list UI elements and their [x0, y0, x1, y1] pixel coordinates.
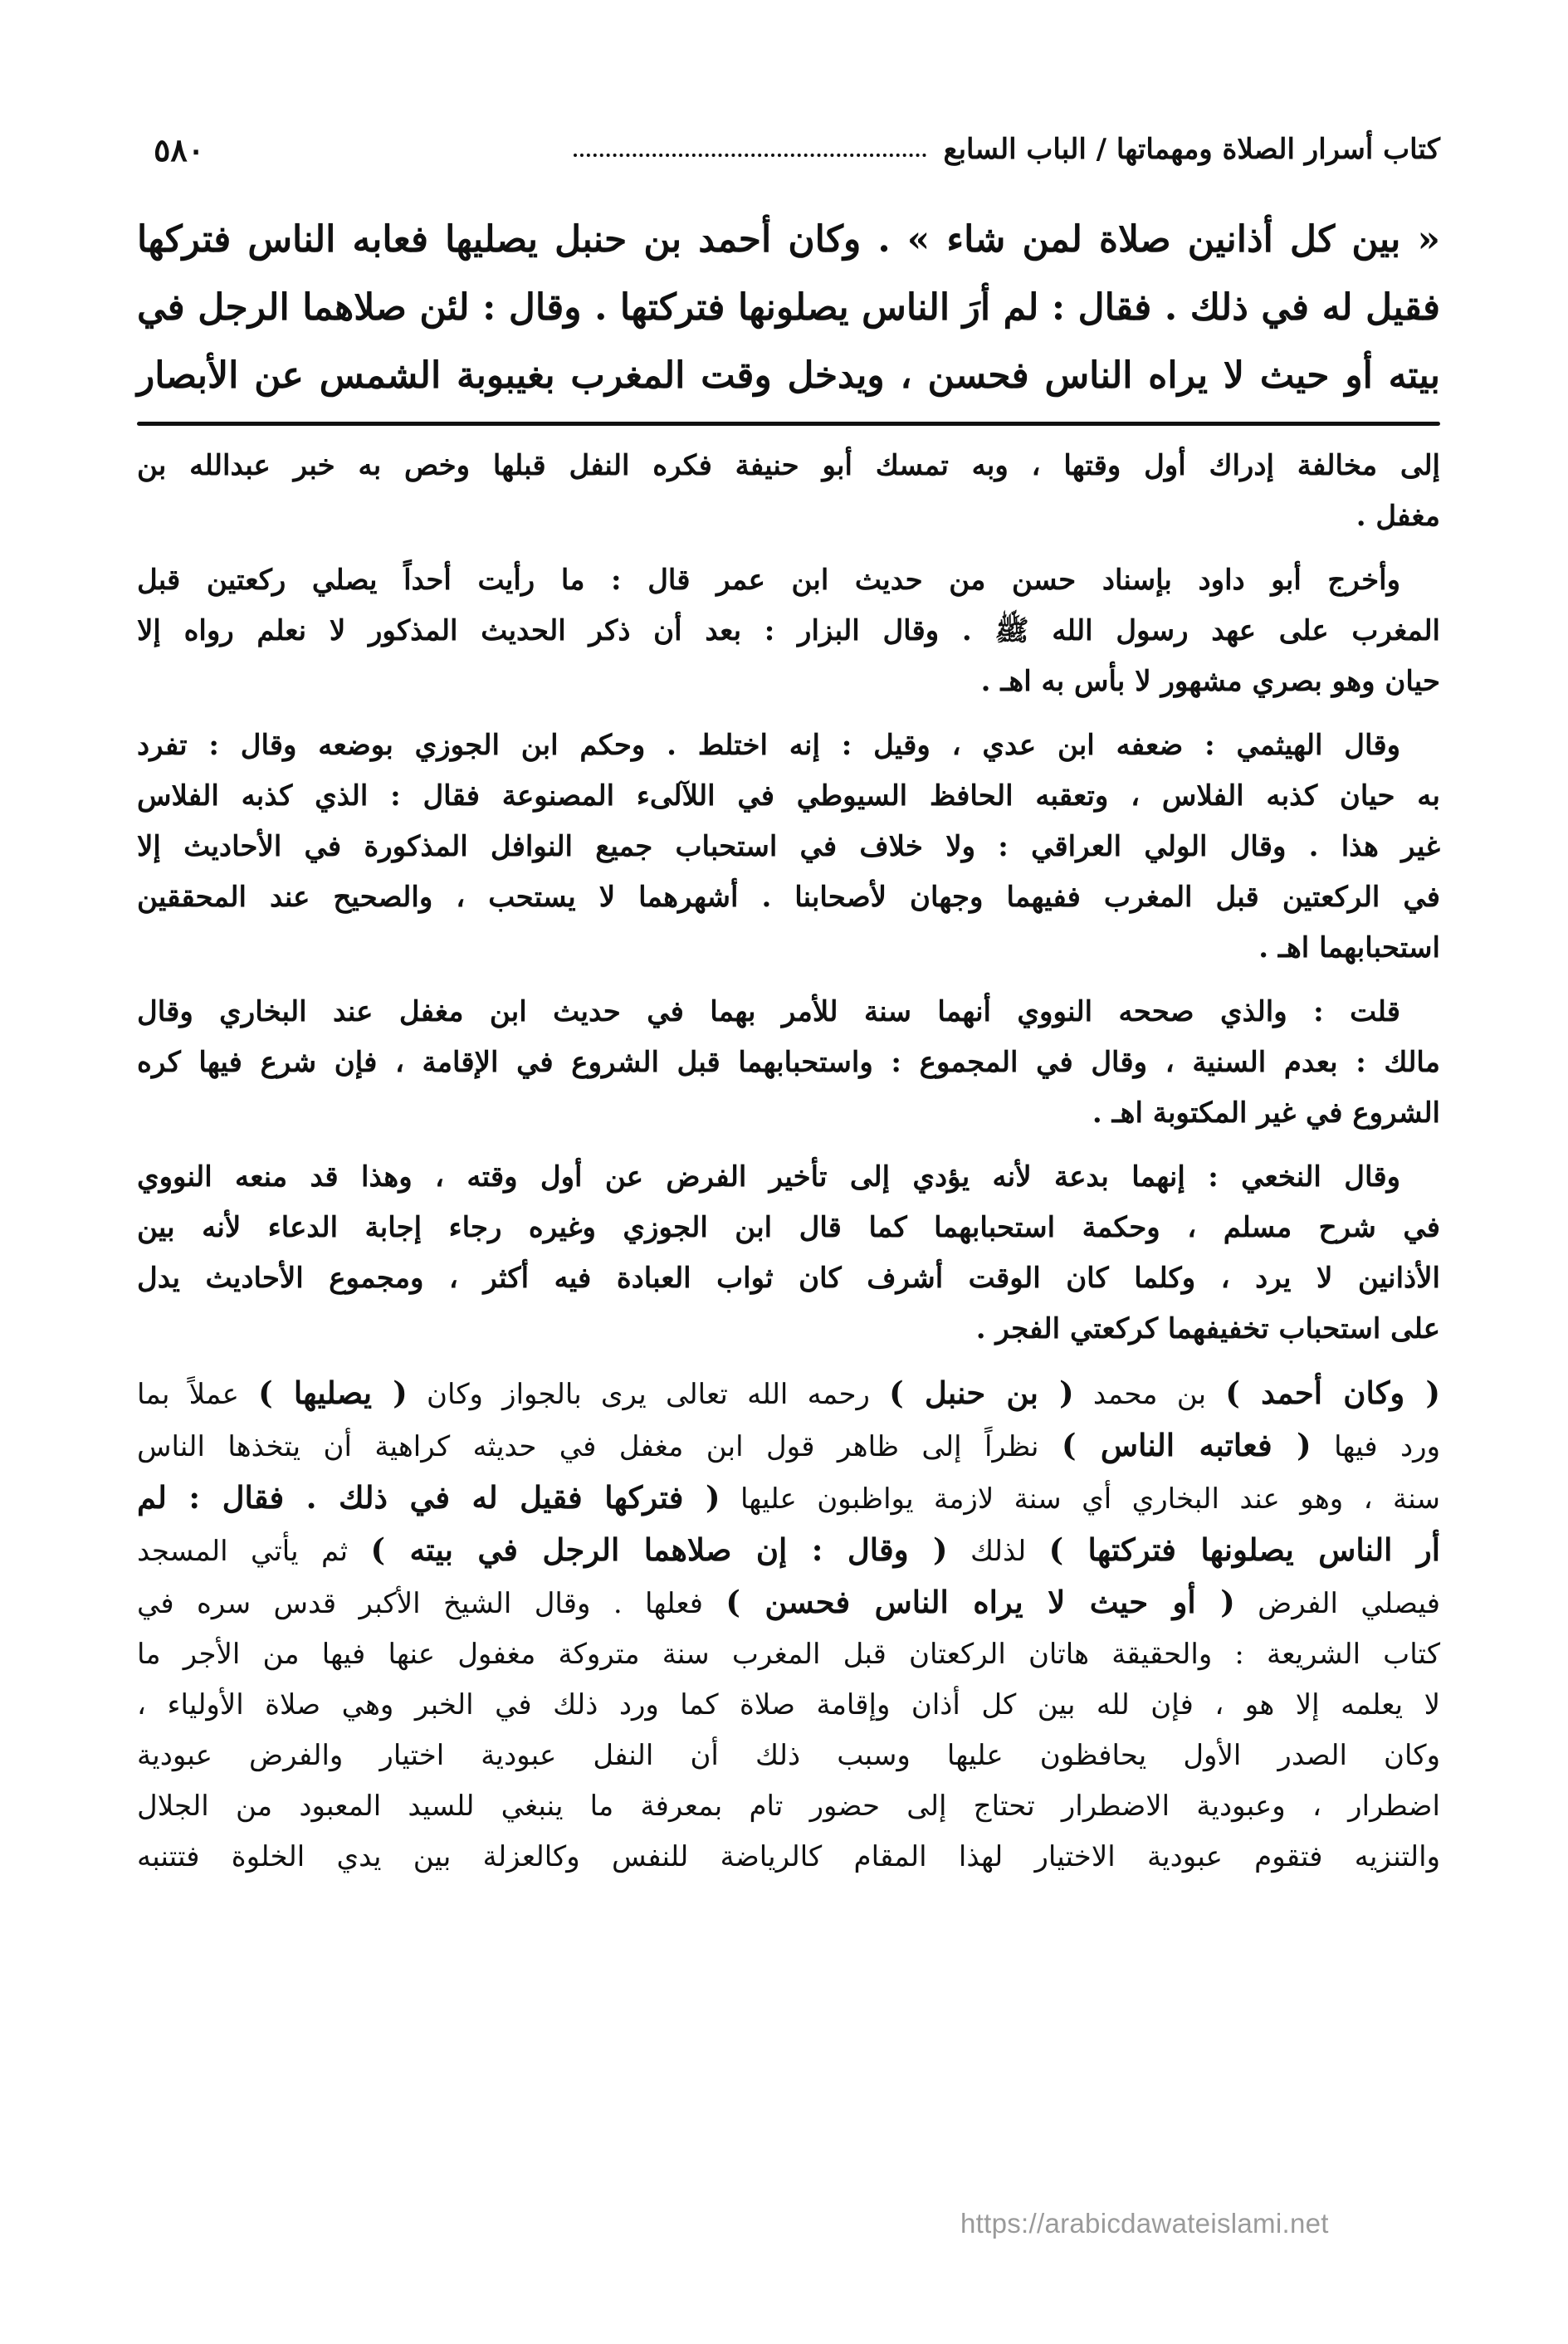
sharh-text: سنة ، وهو عند البخاري أي سنة لازمة يواظبون عليها — [720, 1482, 1440, 1516]
footnote-line: الشروع في غير المكتوبة اهـ . — [1092, 1096, 1440, 1130]
running-title: كتاب أسرار الصلاة ومهماتها / الباب السابع — [943, 133, 1440, 166]
sharh-text: ثم يأتي المسجد — [137, 1535, 371, 1568]
quoted-matn: ( بن حنبل ) — [889, 1375, 1074, 1411]
footnote-line: غير هذا . وقال الولي العراقي : ولا خلاف في استحباب جميع النوافل المذكورة في الأحاديث إلا — [137, 830, 1440, 863]
sharh-text: نظراً إلى ظاهر قول ابن مغفل في حديثه كراهية أن يتخذها الناس — [137, 1430, 1062, 1463]
footnote-line: المغرب على عهد رسول الله ﷺ . وقال البزار : بعد أن ذكر الحديث المذكور لا نعلم رواه إلا — [137, 614, 1440, 647]
footnote-line: على استحباب تخفيفهما كركعتي الفجر . — [975, 1312, 1440, 1345]
footnote-line: وقال النخعي : إنهما بدعة لأنه يؤدي إلى تأخير الفرض عن أول وقته ، وهذا قد منعه النووي — [137, 1160, 1400, 1194]
quoted-matn: ( فتركها فقيل له في ذلك . فقال : لم — [137, 1479, 720, 1516]
main-text — [137, 206, 1440, 410]
footnote-paragraph — [137, 441, 1440, 542]
sharh-text: وكان الصدر الأول يحافظون عليها وسبب ذلك أن النفل عبودية اختيار والفرض عبودية — [137, 1739, 1440, 1772]
footnote-line: مغفل . — [1356, 500, 1440, 533]
main-text-line: بيته أو حيث لا يراه الناس فحسن ، ويدخل وقت المغرب بغيبوبة الشمس عن الأبصار — [137, 354, 1440, 397]
footnote-line: وقال الهيثمي : ضعفه ابن عدي ، وقيل : إنه اختلط . وحكم ابن الجوزي بوضعه وقال : تفرد — [137, 729, 1400, 762]
sharh-text: عملاً بما — [137, 1378, 259, 1411]
quoted-matn: ( وقال : إن صلاهما الرجل في بيته ) — [370, 1531, 948, 1568]
commentary-line — [137, 1781, 1440, 1832]
quoted-matn: ( يصليها ) — [258, 1375, 408, 1411]
commentary-line — [137, 1525, 1440, 1577]
commentary-line — [137, 1629, 1440, 1680]
sharh-text: لا يعلمه إلا هو ، فإن لله بين كل أذان وإقامة صلاة كما ورد ذلك في الخبر وهي صلاة الأولياء ، — [137, 1688, 1440, 1721]
running-header — [137, 116, 1440, 183]
sharh-text: رحمه الله تعالى يرى بالجواز وكان — [407, 1378, 890, 1411]
footnote-paragraph — [137, 720, 1440, 974]
main-text-line: « بين كل أذانين صلاة لمن شاء » . وكان أحمد بن حنبل يصليها فعابه الناس فتركها — [137, 218, 1440, 261]
footnote-line: قلت : والذي صححه النووي أنهما سنة للأمر بهما في حديث ابن مغفل عند البخاري وقال — [137, 995, 1400, 1028]
watermark-url: https://arabicdawateislami.net — [960, 2208, 1329, 2239]
footnote-line: في الركعتين قبل المغرب ففيهما وجهان لأصحابنا . أشهرهما لا يستحب ، والصحيح عند المحققين — [137, 881, 1440, 914]
book-page — [137, 116, 1440, 1883]
commentary-line — [137, 1680, 1440, 1731]
quoted-matn: ( فعاتبه الناس ) — [1061, 1427, 1312, 1463]
sharh-text: فيصلي الفرض — [1234, 1587, 1440, 1620]
footnote-line: الأذانين لا يرد ، وكلما كان الوقت أشرف كان ثواب العبادة فيه أكثر ، ومجموع الأحاديث يدل — [137, 1262, 1440, 1295]
page-number: ٥٨٠ — [154, 130, 205, 168]
main-text-line: فقيل له في ذلك . فقال : لم أرَ الناس يصلونها فتركتها . وقال : لئن صلاهما الرجل في — [137, 286, 1440, 329]
footnote-separator — [137, 422, 1440, 426]
sharh-text: كتاب الشريعة : والحقيقة هاتان الركعتان قبل المغرب سنة متروكة مغفول عنها فيها من الأجر ما — [137, 1638, 1441, 1671]
footnote-line: في شرح مسلم ، وحكمة استحبابهما كما قال ابن الجوزي وغيره رجاء إجابة الدعاء لأنه بين — [137, 1211, 1440, 1244]
commentary-line — [137, 1832, 1440, 1883]
footnote-line: به حيان كذبه الفلاس ، وتعقبه الحافظ السيوطي في اللآلىء المصنوعة فقال : الذي كذبه الفلاس — [137, 779, 1440, 813]
commentary-line — [137, 1472, 1440, 1525]
footnote-line: استحبابهما اهـ . — [1258, 931, 1440, 964]
footnote-paragraph — [137, 1152, 1440, 1355]
commentary-line — [137, 1577, 1440, 1629]
commentary-line — [137, 1368, 1440, 1420]
footnote-line: حيان وهو بصري مشهور لا بأس به اهـ . — [980, 665, 1440, 698]
footnote-line: مالك : بعدم السنية ، وقال في المجموع : واستحبابهما قبل الشروع في الإقامة ، فإن شرع فيها كره — [137, 1046, 1440, 1079]
footnote-paragraph — [137, 555, 1440, 707]
sharh-text: اضطرار ، وعبودية الاضطرار تحتاج إلى حضور تام بمعرفة ما ينبغي للسيد المعبود من الجلال — [137, 1790, 1440, 1823]
sharh-text: ورد فيها — [1311, 1430, 1441, 1463]
sharh-text: والتنزيه فتقوم عبودية الاختيار لهذا المقام كالرياضة للنفس وكالعزلة بين يدي الخلوة فتتنبه — [137, 1840, 1440, 1873]
footnotes — [137, 441, 1440, 1355]
quoted-matn: أر الناس يصلونها فتركتها ) — [1048, 1531, 1440, 1568]
header-leader-dots — [574, 142, 926, 157]
sharh-text: لذلك — [947, 1535, 1049, 1568]
sharh-text: فعلها . وقال الشيخ الأكبر قدس سره في — [137, 1587, 726, 1620]
quoted-matn: ( وكان أحمد ) — [1225, 1375, 1441, 1411]
footnote-line: إلى مخالفة إدراك أول وقتها ، وبه تمسك أبو حنيفة فكره النفل قبلها وخص به خبر عبدالله بن — [137, 449, 1440, 482]
footnote-line: وأخرج أبو داود بإسناد حسن من حديث ابن عمر قال : ما رأيت أحداً يصلي ركعتين قبل — [137, 564, 1400, 597]
commentary-line — [137, 1420, 1440, 1472]
sharh-text: بن محمد — [1073, 1378, 1226, 1411]
commentary — [137, 1368, 1440, 1883]
quoted-matn: ( أو حيث لا يراه الناس فحسن ) — [725, 1584, 1235, 1620]
commentary-line — [137, 1731, 1440, 1781]
footnote-paragraph — [137, 987, 1440, 1139]
